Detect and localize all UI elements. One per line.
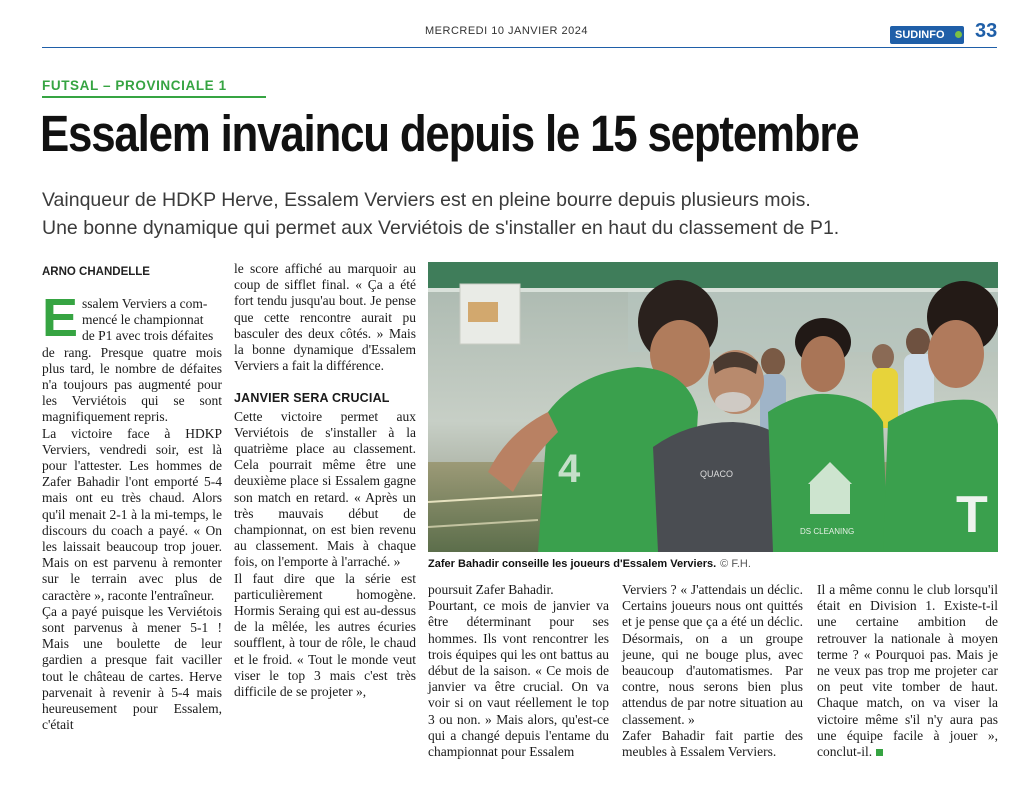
body-paragraph: Cette victoire permet aux Verviétois de s'installer à la quatrième place au classement. Cela pourrait même être une deuxième place si Essalem gagne son match en retard. « Après un très mauvais début de championnat, on est bien revenu au classement. Mais à chaque fois, on l'emporte à l'arraché. » bbox=[234, 408, 416, 570]
svg-text:T: T bbox=[956, 486, 988, 544]
body-paragraph: Ça a payé puisque les Verviétois sont parvenus à mener 5-1 ! Mais une boulette de leur gardien a presque fait vaciller tout le château de cartes. Herve parvenait à revenir à 5-4 mais heureusement pour Essalem, c'était bbox=[42, 603, 222, 733]
body-paragraph: Verviers ? « J'attendais un déclic. Certains joueurs nous ont quittés et je pense que ça a été un déclic. Désormais, on a un groupe jeune, qui ne bouge plus, avec beaucoup d'automatismes. Par contre, nous serons bien plus attendus de par notre situation au classement. » bbox=[622, 582, 803, 727]
body-paragraph: Pourtant, ce mois de janvier va être déterminant pour ses hommes. Ils vont rencontrer les trois équipes qui les ont battus au début de la saison. « Ce mois de janvier va être crucial. On va voir si on vaut réellement le top 3 ou non. » Mais alors, qu'est-ce qui a changé depuis l'entame du championnat pour Essalem bbox=[428, 598, 609, 760]
body-column-4 bbox=[622, 582, 803, 760]
lead-paragraph bbox=[42, 186, 1002, 242]
subheading: JANVIER SERA CRUCIAL bbox=[234, 391, 390, 406]
body-paragraph bbox=[817, 582, 998, 760]
end-mark-icon bbox=[876, 749, 883, 756]
photo-caption bbox=[428, 558, 751, 570]
body-line: mencé le championnat bbox=[82, 312, 204, 328]
header-rule bbox=[42, 47, 997, 48]
photo-credit: © F.H. bbox=[720, 558, 751, 570]
headline: Essalem invaincu depuis le 15 septembre bbox=[40, 105, 859, 162]
article-photo bbox=[428, 262, 998, 552]
lead-line: Vainqueur de HDKP Herve, Essalem Verviers est en pleine bourre depuis plusieurs mois. bbox=[42, 189, 811, 211]
svg-text:4: 4 bbox=[558, 447, 581, 491]
kicker-underline bbox=[42, 96, 266, 98]
body-line: de P1 avec trois défaites bbox=[82, 328, 214, 344]
section-kicker: FUTSAL – PROVINCIALE 1 bbox=[42, 78, 227, 93]
page-number: 33 bbox=[975, 20, 998, 42]
author-byline: ARNO CHANDELLE bbox=[42, 266, 150, 278]
lead-line: Une bonne dynamique qui permet aux Verviétois de s'installer en haut du classement de P1. bbox=[42, 217, 840, 239]
shirt-sponsor: DS CLEANING bbox=[800, 527, 855, 536]
drop-cap: E bbox=[42, 288, 79, 348]
body-text: Il a même connu le club lorsqu'il était en Division 1. Existe-t-il une certaine ambition de retrouver la nationale à moyen terme ? « Pourquoi pas. Mais je ne veux pas trop me projeter car on peut vite tomber de haut. Chaque match, on va viser la victoire même s'il n'y aura pas une équipe facile à jouer », conclut-il. bbox=[817, 582, 998, 760]
svg-text:QUACO: QUACO bbox=[700, 469, 734, 479]
body-column-5 bbox=[817, 582, 998, 760]
body-text: de rang. Presque quatre mois plus tard, le nombre de défaites n'a toujours pas augmenté pour les Verviétois qui se sont magnifiquement repris. bbox=[42, 344, 222, 425]
body-paragraph: Zafer Bahadir fait partie des meubles à Essalem Verviers. bbox=[622, 727, 803, 760]
body-paragraph: La victoire face à HDKP Verviers, vendredi soir, est là pour l'attester. Les hommes de Zafer Bahadir l'ont emporté 5-4 mais ont eu très chaud. Alors qu'il menait 2-1 à la mi-temps, le discours du coach a payé. « On les laissait beaucoup trop jouer. Mais on est parvenu à remonter sur le terrain avec plus de caractère », raconte l'entraîneur. bbox=[42, 425, 222, 603]
brand-dot-icon bbox=[955, 31, 962, 38]
brand-logo: SUDINFO bbox=[890, 26, 964, 44]
body-column-1 bbox=[42, 288, 222, 733]
body-column-2 bbox=[234, 261, 416, 700]
body-paragraph: Il faut dire que la série est particulièrement homogène. Hormis Seraing qui est au-dessus de la mêlée, les autres écuries soufflent, à tour de rôle, le chaud et le froid. « Tout le monde veut viser le top 3 mais c'est très difficile de se projeter », bbox=[234, 570, 416, 700]
issue-date: MERCREDI 10 JANVIER 2024 bbox=[425, 25, 588, 37]
body-paragraph: le score affiché au marquoir au coup de sifflet final. « Ça a été fort tendu jusqu'au bout. Je pense que cette rencontre aurait pu basculer des deux côtés. » Mais la bonne dynamique d'Essalem Verviers a fait la différence. bbox=[234, 261, 416, 374]
body-column-3 bbox=[428, 582, 609, 760]
caption-text: Zafer Bahadir conseille les joueurs d'Essalem Verviers. bbox=[428, 558, 717, 570]
body-paragraph: poursuit Zafer Bahadir. bbox=[428, 582, 554, 597]
body-paragraph bbox=[42, 288, 222, 426]
body-line: ssalem Verviers a com- bbox=[82, 296, 208, 311]
